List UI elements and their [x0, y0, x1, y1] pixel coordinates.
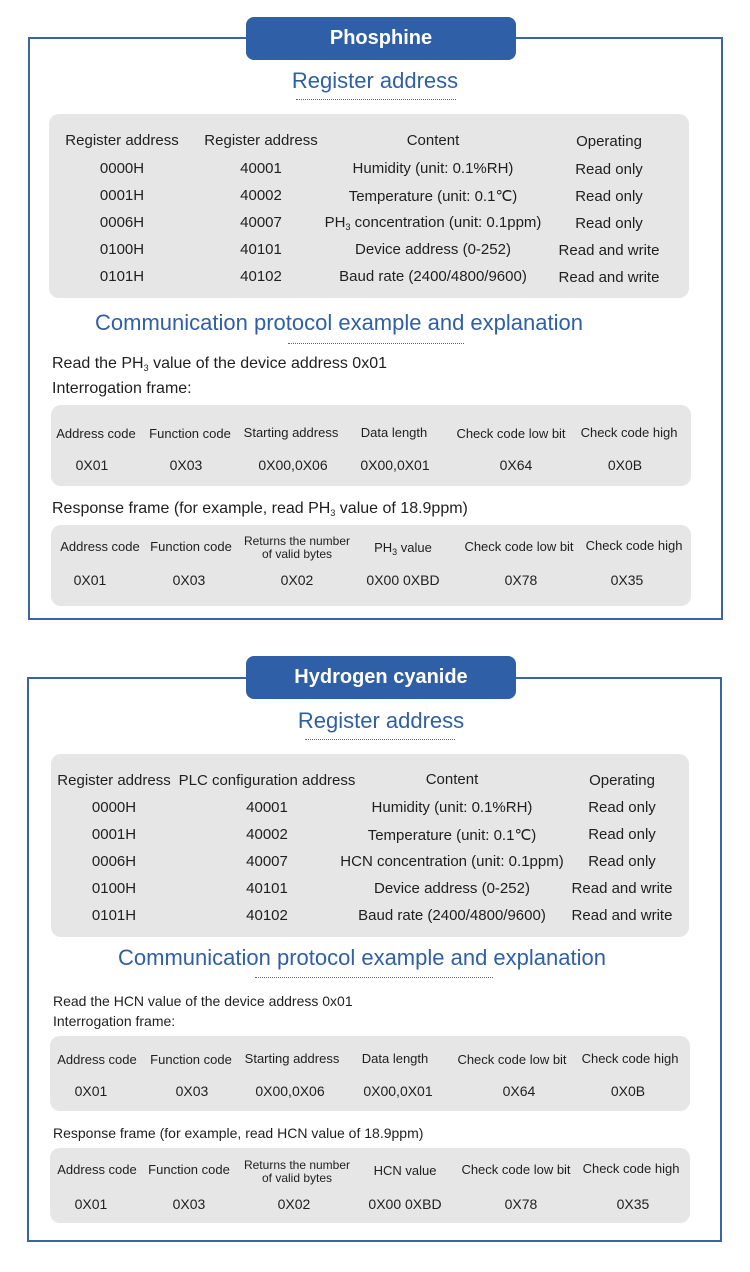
table-cell: 0X00,0X06 — [258, 457, 328, 473]
hcn-interrogation-table — [50, 1036, 690, 1111]
hcn-response-line: Response frame (for example, read HCN value of 18.9ppm) — [53, 1125, 424, 1141]
table-cell: 0X78 — [504, 572, 538, 588]
table-cell: Read only — [575, 161, 643, 178]
table-cell: 0006H — [99, 214, 145, 231]
table-header: Starting address — [243, 425, 339, 440]
table-cell: 40101 — [246, 880, 288, 897]
table-cell: 0X03 — [172, 1196, 206, 1212]
table-cell: 0100H — [99, 241, 145, 258]
table-cell: Read and write — [571, 907, 673, 924]
table-cell: 0X02 — [280, 572, 314, 588]
table-header: PLC configuration address — [178, 772, 356, 789]
phosphine-title: Phosphine — [329, 27, 433, 49]
table-cell: 0X00,0X01 — [360, 457, 430, 473]
hcn-register-table — [51, 754, 689, 937]
table-cell: 0006H — [91, 853, 137, 870]
table-cell-ph3-concentration: $PH_3$ concentration (unit: 0.1ppm) — [324, 214, 542, 232]
table-cell: 40102 — [246, 907, 288, 924]
hcn-read-line: Read the HCN value of the device address 0x01 — [53, 993, 353, 1009]
table-header-ph3-value: $PH_3$ value — [374, 540, 432, 557]
table-cell: 0X03 — [172, 572, 206, 588]
table-cell: Humidity (unit: 0.1%RH) — [371, 799, 533, 816]
table-cell: Read only — [575, 215, 643, 232]
table-cell: Device address (0-252) — [355, 241, 511, 258]
phosphine-interrogation-label: Interrogation frame: — [52, 380, 192, 397]
table-header: Content — [425, 771, 479, 788]
table-cell: 40001 — [240, 160, 282, 177]
hcn-protocol-heading: Communication protocol example and explanation — [118, 945, 606, 970]
table-cell: Baud rate (2400/4800/9600) — [339, 268, 527, 285]
table-cell: 0X02 — [277, 1196, 311, 1212]
table-cell: Read only — [588, 853, 656, 870]
table-header: Content — [406, 132, 460, 149]
table-header: Function code — [149, 426, 231, 441]
hcn-register-heading: Register address — [297, 708, 465, 733]
table-cell: 0000H — [91, 799, 137, 816]
table-cell: 40101 — [240, 241, 282, 258]
table-cell: HCN concentration (unit: 0.1ppm) — [340, 853, 564, 870]
table-cell: 0X00,0X06 — [255, 1083, 325, 1099]
table-cell: 0000H — [99, 160, 145, 177]
phosphine-title-tab — [246, 17, 516, 60]
table-header: Register address — [204, 132, 318, 149]
table-header: Operating — [589, 772, 655, 789]
table-header: Register address — [65, 132, 179, 149]
hcn-interrogation-label: Interrogation frame: — [53, 1013, 176, 1029]
table-cell: 0X35 — [610, 572, 644, 588]
table-header: Returns the number — [243, 534, 351, 548]
table-cell: 0X01 — [74, 1083, 108, 1099]
table-cell: Read and write — [571, 880, 673, 897]
phosphine-response-table — [51, 525, 691, 606]
table-header: Address code — [57, 1162, 137, 1177]
table-header: Returns the number — [243, 1158, 351, 1172]
hcn-title-tab — [246, 656, 516, 699]
table-cell: Baud rate (2400/4800/9600) — [358, 907, 546, 924]
table-cell: 0101H — [91, 907, 137, 924]
phosphine-register-table — [49, 114, 689, 298]
table-header: Check code high — [585, 538, 683, 553]
table-cell: 0X64 — [502, 1083, 536, 1099]
table-cell: Read only — [575, 188, 643, 205]
table-header: Address code — [56, 426, 136, 441]
table-cell: 0X00,0X01 — [363, 1083, 433, 1099]
hcn-response-table — [50, 1148, 690, 1223]
table-cell: 0X01 — [73, 572, 107, 588]
table-cell: 0101H — [99, 268, 145, 285]
phosphine-protocol-heading: Communication protocol example and explanation — [95, 310, 583, 335]
table-cell: 0100H — [91, 880, 137, 897]
table-cell: Humidity (unit: 0.1%RH) — [352, 160, 514, 177]
table-cell: 40007 — [246, 853, 288, 870]
table-cell: 0X64 — [499, 457, 533, 473]
table-header: Function code — [150, 539, 232, 554]
table-cell: 0X00 0XBD — [368, 1196, 442, 1212]
phosphine-read-line: Read the $PH_3$ value of the device address 0x01 — [52, 355, 387, 373]
table-cell: Read and write — [558, 269, 660, 286]
table-header: of valid bytes — [261, 1171, 333, 1185]
table-header: Operating — [576, 133, 642, 150]
table-cell: 40002 — [240, 187, 282, 204]
phosphine-interrogation-table — [51, 405, 691, 486]
table-cell: 40002 — [246, 826, 288, 843]
table-header: Data length — [360, 425, 428, 440]
table-header: Check code high — [581, 1051, 679, 1066]
table-header: Check code high — [582, 1161, 680, 1176]
table-header: Check code low bit — [461, 1162, 571, 1177]
table-cell: 0X01 — [74, 1196, 108, 1212]
table-header: Function code — [150, 1052, 232, 1067]
table-cell: Read and write — [558, 242, 660, 259]
table-cell: Read only — [588, 799, 656, 816]
phosphine-response-line: Response frame (for example, read $PH_3$ value of 18.9ppm) — [52, 500, 468, 518]
table-cell: Temperature (unit: 0.1℃) — [348, 188, 518, 205]
hcn-title: Hydrogen cyanide — [294, 666, 468, 688]
table-cell: 40001 — [246, 799, 288, 816]
heading-underline — [288, 343, 464, 344]
table-cell: 40007 — [240, 214, 282, 231]
table-cell: 0X0B — [607, 457, 643, 473]
table-header: Register address — [57, 772, 171, 789]
table-header: Data length — [361, 1051, 429, 1066]
table-cell: 0X00 0XBD — [366, 572, 440, 588]
table-header: Check code high — [580, 425, 678, 440]
phosphine-register-heading: Register address — [291, 68, 459, 93]
table-cell: 0X78 — [504, 1196, 538, 1212]
heading-underline — [305, 739, 455, 740]
table-cell: 0X0B — [610, 1083, 646, 1099]
table-cell: 0X03 — [169, 457, 203, 473]
table-header: Address code — [57, 1052, 137, 1067]
table-header: HCN value — [373, 1163, 437, 1178]
table-cell: 0X35 — [616, 1196, 650, 1212]
table-cell: 0X01 — [75, 457, 109, 473]
heading-underline — [255, 977, 493, 978]
table-header: Check code low bit — [464, 539, 574, 554]
table-cell: 40102 — [240, 268, 282, 285]
table-header: Function code — [148, 1162, 230, 1177]
table-cell: Device address (0-252) — [374, 880, 530, 897]
table-cell: 0X03 — [175, 1083, 209, 1099]
table-header: of valid bytes — [261, 547, 333, 561]
table-header: Starting address — [244, 1051, 340, 1066]
table-header: Check code low bit — [456, 426, 566, 441]
table-cell: Read only — [588, 826, 656, 843]
table-cell: 0001H — [99, 187, 145, 204]
table-cell: 0001H — [91, 826, 137, 843]
table-cell: Temperature (unit: 0.1℃) — [367, 827, 537, 844]
table-header: Check code low bit — [457, 1052, 567, 1067]
heading-underline — [296, 99, 456, 100]
table-header: Address code — [60, 539, 140, 554]
